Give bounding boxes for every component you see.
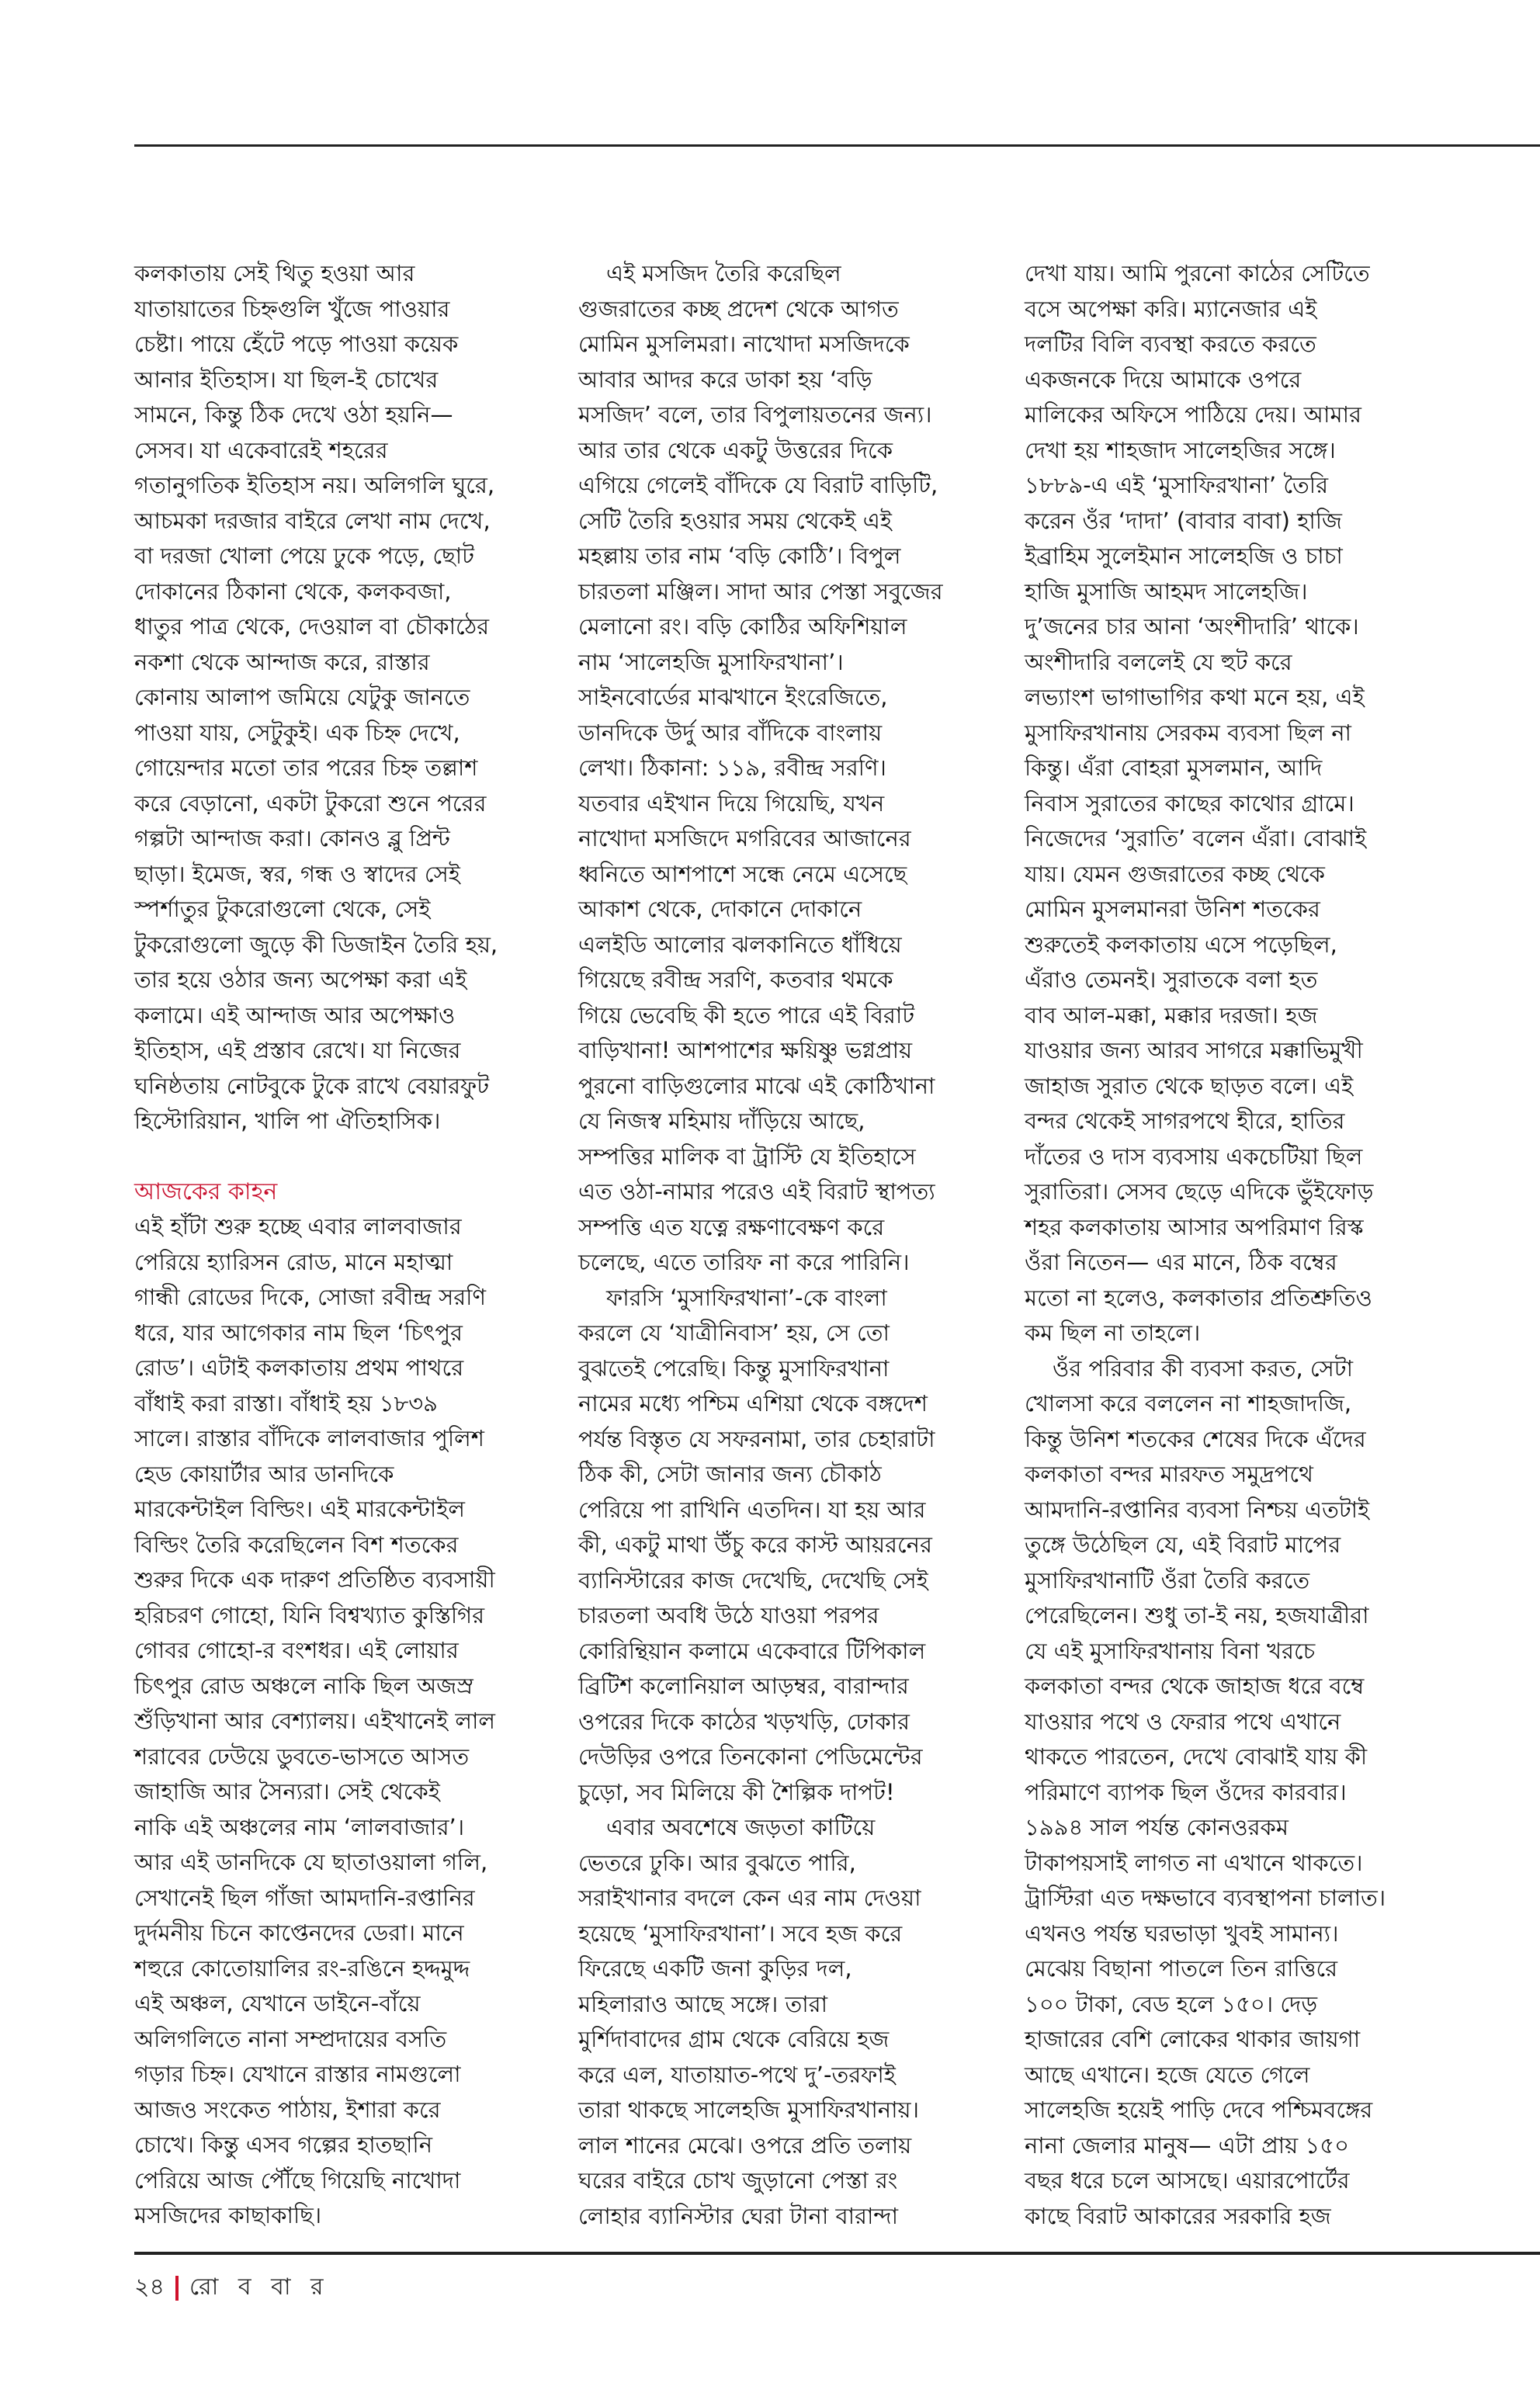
text-line: কলকাতা বন্দর মারফত সমুদ্রপথে — [1025, 1461, 1313, 1487]
text-line: মুসাফিরখানায় সেরকম ব্যবসা ছিল না — [1025, 719, 1351, 746]
text-line: গুজরাতের কচ্ছ প্রদেশ থেকে আগত — [578, 295, 899, 322]
text-line: বাব আল-মক্কা, মক্কার দরজা। হজ — [1025, 1001, 1318, 1028]
text-line: জাহাজি আর সৈন্যরা। সেই থেকেই — [134, 1778, 440, 1805]
paragraph — [1025, 256, 1459, 1351]
text-line: তার হয়ে ওঠার জন্য অপেক্ষা করা এই — [134, 966, 467, 993]
text-line: পেরিয়ে আজ পৌঁছে গিয়েছি নাখোদা — [134, 2166, 461, 2194]
text-line: ঘরের বাইরে চোখ জুড়ানো পেস্তা রং — [578, 2167, 898, 2194]
text-line: গিয়ে ভেবেছি কী হতে পারে এই বিরাট — [578, 1001, 915, 1028]
text-line: করেন ওঁর ‘দাদা’ (বাবার বাবা) হাজি — [1025, 507, 1342, 534]
text-line: নাকি এই অঞ্চলের নাম ‘লালবাজার’। — [134, 1813, 465, 1840]
text-line: শহুরে কোতোয়ালির রং-রঙিনে হদ্দমুদ্দ — [134, 1954, 470, 1982]
text-line: দেখা হয় শাহজাদ সালেহজির সঙ্গে। — [1025, 436, 1336, 463]
text-line: নিবাস সুরাতের কাছের কাথোর গ্রামে। — [1025, 789, 1354, 817]
text-line: লেখা। ঠিকানা: ১১৯, রবীন্দ্র সরণি। — [578, 754, 886, 781]
text-line: কোনায় আলাপ জমিয়ে যেটুকু জানতে — [134, 684, 470, 710]
text-line: রোড’। এটাই কলকাতায় প্রথম পাথরে — [134, 1354, 464, 1381]
text-line: চেষ্টা। পায়ে হেঁটে পড়ে পাওয়া কয়েক — [134, 331, 459, 357]
text-line: গোয়েন্দার মতো তার পরের চিহ্ন তল্লাশ — [134, 754, 478, 781]
text-line: এত ওঠা-নামার পরেও এই বিরাট স্থাপত্য — [578, 1178, 935, 1205]
text-line: ধাতুর পাত্র থেকে, দেওয়াল বা চৌকাঠের — [134, 613, 490, 640]
text-line: ১০০ টাকা, বেড হলে ১৫০। দেড় — [1025, 1990, 1318, 2017]
text-line: এলইডি আলোর ঝলকানিতে ধাঁধিয়ে — [578, 931, 902, 958]
text-line: আছে এখানে। হজে যেতে গেলে — [1025, 2061, 1310, 2088]
text-line: কলামে। এই আন্দাজ আর অপেক্ষাও — [134, 1001, 456, 1028]
text-line: আর তার থেকে একটু উত্তরের দিকে — [578, 436, 893, 463]
text-line: যাওয়ার পথে ও ফেরার পথে এখানে — [1025, 1708, 1341, 1735]
text-line: বিল্ডিং তৈরি করেছিলেন বিশ শতকের — [134, 1531, 459, 1558]
text-line: কম ছিল না তাহলে। — [1025, 1320, 1201, 1346]
text-line: শরাবের ঢেউয়ে ডুবতে-ভাসতে আসত — [134, 1743, 470, 1770]
text-line: আবার আদর করে ডাকা হয় ‘বড়ি — [578, 366, 872, 393]
text-line: দু’জনের চার আনা ‘অংশীদারি’ থাকে। — [1025, 613, 1359, 640]
text-line: হিস্টোরিয়ান, খালি পা ঐতিহাসিক। — [134, 1108, 441, 1134]
top-rule — [134, 144, 1540, 147]
text-line: হাজি মুসাজি আহমদ সালেহজি। — [1025, 577, 1308, 605]
text-line: দলটির বিলি ব্যবস্থা করতে করতে — [1025, 331, 1316, 357]
page-footer — [134, 2268, 330, 2308]
text-line: মালিকের অফিসে পাঠিয়ে দেয়। আমার — [1025, 401, 1361, 428]
text-line: সামনে, কিন্তু ঠিক দেখে ওঠা হয়নি— — [134, 401, 453, 428]
paragraph — [1025, 1351, 1459, 2235]
text-line: বাঁধাই করা রাস্তা। বাঁধাই হয় ১৮৩৯ — [134, 1389, 438, 1417]
text-line: কী, একটু মাথা উঁচু করে কাস্ট আয়রনের — [578, 1531, 932, 1558]
text-line: জাহাজ সুরাত থেকে ছাড়ত বলে। এই — [1025, 1072, 1354, 1099]
text-line: এবার অবশেষে জড়তা কাটিয়ে — [606, 1814, 876, 1840]
text-line: করে বেড়ানো, একটা টুকরো শুনে পরের — [134, 789, 487, 817]
text-line: ১৯৯৪ সাল পর্যন্ত কোনওরকম — [1025, 1814, 1289, 1840]
text-line: মোমিন মুসলিমরা। নাখোদা মসজিদকে — [578, 331, 910, 357]
text-line: চিৎপুর রোড অঞ্চলে নাকি ছিল অজস্র — [134, 1672, 473, 1699]
paragraph — [134, 1209, 569, 2234]
text-line: ট্রাস্টিরা এত দক্ষভাবে ব্যবস্থাপনা চালাত। — [1025, 1885, 1386, 1911]
text-line: হাজারের বেশি লোকের থাকার জায়গা — [1025, 2026, 1361, 2052]
text-line: ১৮৮৯-এ এই ‘মুসাফিরখানা’ তৈরি — [1025, 472, 1329, 498]
text-line: ছাড়া। ইমেজ, স্বর, গন্ধ ও স্বাদের সেই — [134, 860, 460, 887]
text-line: টাকাপয়সাই লাগত না এখানে থাকতে। — [1025, 1849, 1363, 1876]
text-line: চোখে। কিন্তু এসব গল্পের হাতছানি — [134, 2131, 433, 2158]
paragraph — [134, 256, 569, 1139]
text-line: পেরিয়ে পা রাখিনি এতদিন। যা হয় আর — [578, 1496, 926, 1523]
text-line: বন্দর থেকেই সাগরপথে হীরে, হাতির — [1025, 1108, 1345, 1134]
text-line: গল্পটা আন্দাজ করা। কোনও ব্লু প্রিন্ট — [134, 825, 450, 851]
text-line: নিজেদের ‘সুরাতি’ বলেন এঁরা। বোঝাই — [1025, 825, 1367, 851]
text-line: এই অঞ্চল, যেখানে ডাইনে-বাঁয়ে — [134, 1990, 421, 2017]
text-line: গতানুগতিক ইতিহাস নয়। অলিগলি ঘুরে, — [134, 472, 495, 498]
text-line: হরিচরণ গোহো, যিনি বিশ্বখ্যাত কুস্তিগির — [134, 1601, 485, 1628]
text-line: বাড়িখানা! আশপাশের ক্ষয়িষ্ণু ভগ্নপ্রায় — [578, 1037, 913, 1063]
text-line: আমদানি-রপ্তানির ব্যবসা নিশ্চয় এতটাই — [1025, 1496, 1370, 1523]
text-line: এখনও পর্যন্ত ঘরভাড়া খুবই সামান্য। — [1025, 1920, 1339, 1947]
text-line: পরিমাণে ব্যাপক ছিল ওঁদের কারবার। — [1025, 1778, 1347, 1805]
text-line: ব্রিটিশ কলোনিয়াল আড়ম্বর, বারান্দার — [578, 1673, 909, 1699]
text-line: হেড কোয়ার্টার আর ডানদিকে — [134, 1460, 394, 1487]
text-line: ওপরের দিকে কাঠের খড়খড়ি, ঢোকার — [578, 1708, 910, 1735]
text-line: দেউড়ির ওপরে তিনকোনা পেডিমেন্টের — [578, 1743, 923, 1770]
section-heading: আজকের কাহন — [134, 1177, 278, 1205]
text-line: লোহার ব্যানিস্টার ঘেরা টানা বারান্দা — [578, 2202, 899, 2229]
text-line: এই মসজিদ তৈরি করেছিল — [606, 260, 841, 286]
text-line: সম্পত্তির মালিক বা ট্রাস্টি যে ইতিহাসে — [578, 1143, 916, 1170]
text-line: শহর কলকাতায় আসার অপরিমাণ রিস্ক — [1025, 1213, 1364, 1240]
text-line: আচমকা দরজার বাইরে লেখা নাম দেখে, — [134, 507, 491, 534]
text-line: গিয়েছে রবীন্দ্র সরণি, কতবার থমকে — [578, 966, 893, 993]
text-line: বুঝতেই পেরেছি। কিন্তু মুসাফিরখানা — [578, 1354, 890, 1382]
page-number: ২৪ — [134, 2273, 165, 2301]
text-line: চুড়ো, সব মিলিয়ে কী শৈল্পিক দাপট! — [578, 1778, 895, 1805]
text-line: সেটি তৈরি হওয়ার সময় থেকেই এই — [578, 507, 892, 534]
text-line: টুকরোগুলো জুড়ে কী ডিজাইন তৈরি হয়, — [134, 931, 498, 958]
text-line: শুরুতেই কলকাতায় এসে পড়েছিল, — [1025, 931, 1337, 958]
text-line: মুর্শিদাবাদের গ্রাম থেকে বেরিয়ে হজ — [578, 2026, 890, 2052]
text-line: মেঝেয় বিছানা পাতলে তিন রাত্তিরে — [1025, 1955, 1338, 1982]
text-line: পেরেছিলেন। শুধু তা-ই নয়, হজযাত্রীরা — [1025, 1602, 1369, 1628]
text-line: নামের মধ্যে পশ্চিম এশিয়া থেকে বঙ্গদেশ — [578, 1390, 928, 1417]
text-line: গড়ার চিহ্ন। যেখানে রাস্তার নামগুলো — [134, 2061, 461, 2087]
text-line: শুরুর দিকে এক দারুণ প্রতিষ্ঠিত ব্যবসায়ী — [134, 1566, 495, 1593]
text-line: ফিরেছে একটি জনা কুড়ির দল, — [578, 1955, 852, 1982]
text-line: অলিগলিতে নানা সম্প্রদায়ের বসতি — [134, 2025, 447, 2052]
text-line: লাল শানের মেঝে। ওপরে প্রতি তলায় — [578, 2131, 912, 2159]
text-line: মহিলারাও আছে সঙ্গে। তারা — [578, 1990, 828, 2017]
text-line: সালেহজি হয়েই পাড়ি দেবে পশ্চিমবঙ্গের — [1025, 2096, 1373, 2123]
text-line: দাঁতের ও দাস ব্যবসায় একচেটিয়া ছিল — [1025, 1143, 1363, 1170]
text-line: করলে যে ‘যাত্রীনিবাস’ হয়, সে তো — [578, 1320, 890, 1346]
text-line: শুঁড়িখানা আর বেশ্যালয়। এইখানেই লাল — [134, 1708, 496, 1734]
text-line: ডানদিকে উর্দু আর বাঁদিকে বাংলায় — [578, 719, 883, 746]
text-line: সুরাতিরা। সেসব ছেড়ে এদিকে ভুঁইফোড় — [1025, 1178, 1374, 1205]
article-column-1 — [134, 256, 569, 2234]
text-line: এই হাঁটা শুরু হচ্ছে এবার লালবাজার — [134, 1213, 462, 1240]
text-line: যায়। যেমন গুজরাতের কচ্ছ থেকে — [1025, 860, 1325, 887]
text-line: ঠিক কী, সেটা জানার জন্য চৌকাঠ — [578, 1461, 882, 1487]
text-line: একজনকে দিয়ে আমাকে ওপরে — [1025, 366, 1302, 393]
text-line: লভ্যাংশ ভাগাভাগির কথা মনে হয়, এই — [1025, 684, 1365, 710]
text-line: তারা থাকছে সালেহজি মুসাফিরখানায়। — [578, 2096, 919, 2123]
text-line: দেখা যায়। আমি পুরনো কাঠের সেটিতে — [1025, 260, 1370, 286]
text-line: ফারসি ‘মুসাফিরখানা’-কে বাংলা — [606, 1284, 887, 1311]
article-column-3 — [1025, 256, 1459, 2234]
text-line: বছর ধরে চলে আসছে। এয়ারপোর্টের — [1025, 2167, 1350, 2194]
text-line: কিন্তু উনিশ শতকের শেষের দিকে এঁদের — [1025, 1425, 1366, 1452]
text-line: তুঙ্গে উঠেছিল যে, এই বিরাট মাপের — [1025, 1531, 1341, 1558]
text-line: যে এই মুসাফিরখানায় বিনা খরচে — [1025, 1637, 1316, 1664]
text-line: মতো না হলেও, কলকাতার প্রতিশ্রুতিও — [1025, 1284, 1372, 1311]
text-line: ইতিহাস, এই প্রস্তাব রেখে। যা নিজের — [134, 1037, 461, 1063]
text-line: কলকাতায় সেই থিতু হওয়া আর — [134, 260, 415, 286]
text-line: ঘনিষ্ঠতায় নোটবুকে টুকে রাখে বেয়ারফুট — [134, 1072, 490, 1099]
text-line: আর এই ডানদিকে যে ছাতাওয়ালা গলি, — [134, 1849, 488, 1875]
text-line: খোলসা করে বললেন না শাহজাদজি, — [1025, 1390, 1352, 1417]
text-line: গান্ধী রোডের দিকে, সোজা রবীন্দ্র সরণি — [134, 1284, 487, 1310]
text-line: আনার ইতিহাস। যা ছিল-ই চোখের — [134, 366, 439, 393]
text-line: পর্যন্ত বিস্তৃত যে সফরনামা, তার চেহারাটা — [578, 1425, 935, 1452]
paragraph — [578, 1810, 1013, 2234]
text-line: সাইনবোর্ডের মাঝখানে ইংরেজিতে, — [578, 684, 888, 710]
magazine-name: রো ব বা র — [189, 2273, 330, 2301]
text-line: মোমিন মুসলমানরা উনিশ শতকের — [1025, 896, 1320, 922]
text-line: চারতলা অবধি উঠে যাওয়া পরপর — [578, 1602, 879, 1628]
text-line: আজও সংকেত পাঠায়, ইশারা করে — [134, 2096, 441, 2123]
text-line: সালে। রাস্তার বাঁদিকে লালবাজার পুলিশ — [134, 1425, 484, 1451]
text-line: নানা জেলার মানুষ— এটা প্রায় ১৫০ — [1025, 2131, 1349, 2159]
text-line: ভেতরে ঢুকি। আর বুঝতে পারি, — [578, 1849, 856, 1876]
text-line: যাওয়ার জন্য আরব সাগরে মক্কাভিমুখী — [1025, 1037, 1363, 1063]
text-line: করে এল, যাতায়াত-পথে দু’-তরফাই — [578, 2061, 896, 2088]
text-line: সরাইখানার বদলে কেন এর নাম দেওয়া — [578, 1885, 921, 1911]
text-line: মহল্লায় তার নাম ‘বড়ি কোঠি’। বিপুল — [578, 543, 901, 569]
text-line: সেসব। যা একেবারেই শহরের — [134, 436, 388, 463]
text-line: ধ্বনিতে আশপাশে সন্ধে নেমে এসেছে — [578, 860, 907, 887]
bottom-rule — [134, 2252, 1540, 2255]
text-line: গোবর গোহো-র বংশধর। এই লোয়ার — [134, 1637, 459, 1663]
text-line: মসজিদের কাছাকাছি। — [134, 2202, 322, 2228]
text-line: পেরিয়ে হ্যারিসন রোড, মানে মহাত্মা — [134, 1248, 453, 1275]
text-line: মেলানো রং। বড়ি কোঠির অফিশিয়াল — [578, 613, 907, 640]
text-line: কাছে বিরাট আকারের সরকারি হজ — [1025, 2202, 1331, 2229]
text-line: কিন্তু। এঁরা বোহরা মুসলমান, আদি — [1025, 754, 1323, 781]
paragraph — [578, 256, 1013, 1281]
text-line: নকশা থেকে আন্দাজ করে, রাস্তার — [134, 648, 430, 675]
text-line: ব্যানিস্টারের কাজ দেখেছি, দেখেছি সেই — [578, 1566, 928, 1594]
text-line: চলেছে, এতে তারিফ না করে পারিনি। — [578, 1249, 910, 1275]
text-line: কোরিন্থিয়ান কলামে একেবারে টিপিকাল — [578, 1637, 926, 1664]
text-line: মুসাফিরখানাটি ওঁরা তৈরি করতে — [1025, 1566, 1310, 1594]
text-line: স্পর্শাতুর টুকরোগুলো থেকে, সেই — [134, 896, 431, 922]
text-line: অংশীদারি বললেই যে হুট করে — [1025, 648, 1292, 675]
text-line: দোকানের ঠিকানা থেকে, কলকবজা, — [134, 577, 452, 605]
text-line: আকাশ থেকে, দোকানে দোকানে — [578, 896, 862, 922]
text-line: এঁরাও তেমনই। সুরাতকে বলা হত — [1025, 966, 1318, 993]
text-line: বা দরজা খোলা পেয়ে ঢুকে পড়ে, ছোট — [134, 543, 474, 569]
text-line: নাখোদা মসজিদে মগরিবের আজানের — [578, 825, 911, 851]
text-line: যতবার এইখান দিয়ে গিয়েছি, যখন — [578, 789, 885, 817]
text-line: পুরনো বাড়িগুলোর মাঝে এই কোঠিখানা — [578, 1072, 935, 1099]
text-line: ধরে, যার আগেকার নাম ছিল ‘চিৎপুর — [134, 1319, 463, 1346]
text-line: পাওয়া যায়, সেটুকুই। এক চিহ্ন দেখে, — [134, 719, 460, 746]
text-line: চারতলা মঞ্জিল। সাদা আর পেস্তা সবুজের — [578, 577, 943, 605]
text-line: দুর্দমনীয় চিনে কাপ্তেনদের ডেরা। মানে — [134, 1920, 464, 1946]
text-line: মারকেন্টাইল বিল্ডিং। এই মারকেন্টাইল — [134, 1496, 465, 1522]
text-line: ওঁরা নিতেন— এর মানে, ঠিক বম্বের — [1025, 1249, 1337, 1275]
text-line: বসে অপেক্ষা করি। ম্যানেজার এই — [1025, 295, 1317, 322]
text-line: থাকতে পারতেন, দেখে বোঝাই যায় কী — [1025, 1743, 1368, 1770]
article-column-2 — [578, 256, 1013, 2234]
text-line: যাতায়াতের চিহ্নগুলি খুঁজে পাওয়ার — [134, 295, 450, 322]
text-line: এগিয়ে গেলেই বাঁদিকে যে বিরাট বাড়িটি, — [578, 472, 938, 498]
footer-divider — [175, 2276, 179, 2301]
paragraph — [578, 1281, 1013, 1811]
text-line: কলকাতা বন্দর থেকে জাহাজ ধরে বম্বে — [1025, 1673, 1365, 1699]
text-line: সম্পত্তি এত যত্নে রক্ষণাবেক্ষণ করে — [578, 1213, 885, 1240]
text-line: সেখানেই ছিল গাঁজা আমদানি-রপ্তানির — [134, 1884, 475, 1911]
text-line: মসজিদ’ বলে, তার বিপুলায়তনের জন্য। — [578, 401, 932, 428]
text-line: নাম ‘সালেহজি মুসাফিরখানা’। — [578, 648, 844, 675]
text-line: ইব্রাহিম সুলেইমান সালেহজি ও চাচা — [1025, 543, 1343, 569]
text-line: হয়েছে ‘মুসাফিরখানা’। সবে হজ করে — [578, 1920, 903, 1947]
text-line: যে নিজস্ব মহিমায় দাঁড়িয়ে আছে, — [578, 1108, 865, 1134]
text-line: ওঁর পরিবার কী ব্যবসা করত, সেটা — [1053, 1354, 1354, 1382]
